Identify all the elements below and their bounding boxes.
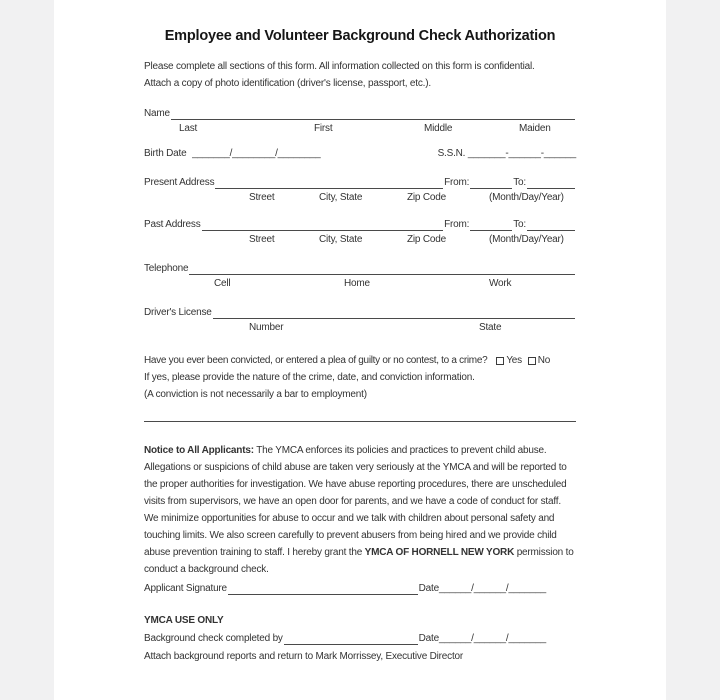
drivers-license-label: Driver's License	[144, 307, 212, 318]
drivers-license-blank-line[interactable]	[213, 306, 575, 319]
sublabel-cell: Cell	[214, 278, 231, 289]
present-address-from-blank[interactable]	[470, 176, 512, 189]
sublabel-number: Number	[249, 322, 284, 333]
form-title: Employee and Volunteer Background Check Authorization	[164, 28, 556, 44]
instructions-line-1: Please complete all sections of this form. All information collected on this form is confidential.	[144, 61, 535, 72]
attach-reports-note: Attach background reports and return to Mark Morrissey, Executive Director	[144, 651, 464, 662]
past-address-from-blank[interactable]	[470, 218, 512, 231]
sublabel-street: Street	[249, 192, 275, 203]
notice-lead: Notice to All Applicants:	[144, 445, 254, 456]
sublabel-home: Home	[344, 278, 370, 289]
conviction-if-yes-text: If yes, please provide the nature of the crime, date, and conviction information.	[144, 372, 475, 383]
no-checkbox-icon[interactable]	[528, 357, 536, 365]
notice-org-name: YMCA OF HORNELL NEW YORK	[364, 547, 515, 558]
name-field	[144, 107, 576, 121]
present-address-field	[144, 176, 576, 190]
sublabel-city-state: City, State	[319, 192, 363, 203]
name-sublabel-middle: Middle	[424, 123, 453, 134]
conviction-yes-option[interactable]	[496, 352, 521, 369]
ssn-field	[438, 147, 576, 161]
sublabel-zip-code: Zip Code	[407, 192, 446, 203]
past-address-blank-line[interactable]	[202, 218, 444, 231]
yes-checkbox-icon[interactable]	[496, 357, 504, 365]
ssn-blank[interactable]: _______-______-______	[467, 148, 576, 159]
present-address-to-blank[interactable]	[527, 176, 575, 189]
no-label: No	[537, 355, 550, 366]
ssn-label: S.S.N.	[437, 148, 466, 159]
conviction-no-option[interactable]	[528, 352, 550, 369]
drivers-license-sublabels	[144, 321, 576, 334]
name-sublabel-first: First	[314, 123, 333, 134]
name-sublabels	[144, 122, 576, 135]
telephone-sublabels	[144, 277, 576, 290]
applicant-signature-field	[144, 582, 546, 596]
sublabel-work: Work	[489, 278, 512, 289]
past-address-field	[144, 218, 576, 232]
signature-date-blank[interactable]: ______/______/_______	[438, 583, 546, 594]
completed-by-blank-line[interactable]	[284, 632, 418, 645]
birth-date-field	[144, 147, 321, 161]
notice-body-1: The YMCA enforces its policies and practices to prevent child abuse. Allegations or suspicions of child abuse are taken very seriously at the YMCA and will be reported to the proper authorities for investigation. We have abuse reporting procedures, there are unscheduled visits from supervisors, we have an open door for parents, and we have a code of conduct for staff. We minimize opportunities for abuse to occur and we talk with children about personal safety and touching limits. We also screen carefully to prevent abusers from being hired and we provide child abuse prevention training to staff. I hereby grant the	[144, 445, 567, 558]
notice-paragraph	[144, 442, 576, 578]
name-blank-line[interactable]	[171, 107, 575, 120]
office-date-blank[interactable]: ______/______/_______	[438, 633, 546, 644]
background-check-completed-field	[144, 632, 546, 646]
conviction-note: (A conviction is not necessarily a bar to employment)	[144, 389, 367, 400]
past-address-from-label: From:	[444, 219, 470, 230]
instructions-line-2: Attach a copy of photo identification (driver's license, passport, etc.).	[144, 78, 431, 89]
telephone-label: Telephone	[144, 263, 189, 274]
past-address-sublabels	[144, 233, 576, 246]
sublabel-month-day-year: (Month/Day/Year)	[489, 192, 564, 203]
telephone-field	[144, 262, 576, 276]
form-page	[54, 0, 666, 700]
present-address-from-label: From:	[444, 177, 470, 188]
signature-date-label: Date	[418, 583, 439, 594]
sublabel-zip-code: Zip Code	[407, 234, 446, 245]
form-instructions	[144, 58, 576, 92]
applicant-signature-blank-line[interactable]	[228, 582, 418, 595]
present-address-to-label: To:	[513, 177, 526, 188]
telephone-blank-line[interactable]	[189, 262, 575, 275]
notice-body-2: permission to conduct a background check.	[144, 547, 574, 575]
name-sublabel-maiden: Maiden	[519, 123, 551, 134]
birth-date-label: Birth Date	[144, 148, 187, 159]
past-address-to-label: To:	[513, 219, 526, 230]
office-use-heading: YMCA USE ONLY	[144, 615, 224, 626]
applicant-signature-label: Applicant Signature	[144, 583, 227, 594]
present-address-blank-line[interactable]	[215, 176, 443, 189]
birthdate-ssn-row	[144, 147, 576, 161]
sublabel-state: State	[479, 322, 502, 333]
sublabel-street: Street	[249, 234, 275, 245]
name-sublabel-last: Last	[179, 123, 198, 134]
conviction-question: Have you ever been convicted, or entered a plea of guilty or no contest, to a crime?	[144, 355, 488, 366]
present-address-label: Present Address	[144, 177, 215, 188]
present-address-sublabels	[144, 191, 576, 204]
sublabel-city-state: City, State	[319, 234, 363, 245]
completed-by-label: Background check completed by	[144, 633, 283, 644]
past-address-label: Past Address	[144, 219, 201, 230]
name-label: Name	[144, 108, 170, 119]
drivers-license-field	[144, 306, 576, 320]
office-date-label: Date	[418, 633, 439, 644]
sublabel-month-day-year: (Month/Day/Year)	[489, 234, 564, 245]
conviction-question-row	[144, 352, 576, 369]
yes-label: Yes	[506, 355, 522, 366]
birth-date-blank[interactable]: _______/________/________	[192, 148, 321, 159]
conviction-details-blank-line[interactable]	[144, 411, 576, 422]
past-address-to-blank[interactable]	[527, 218, 575, 231]
